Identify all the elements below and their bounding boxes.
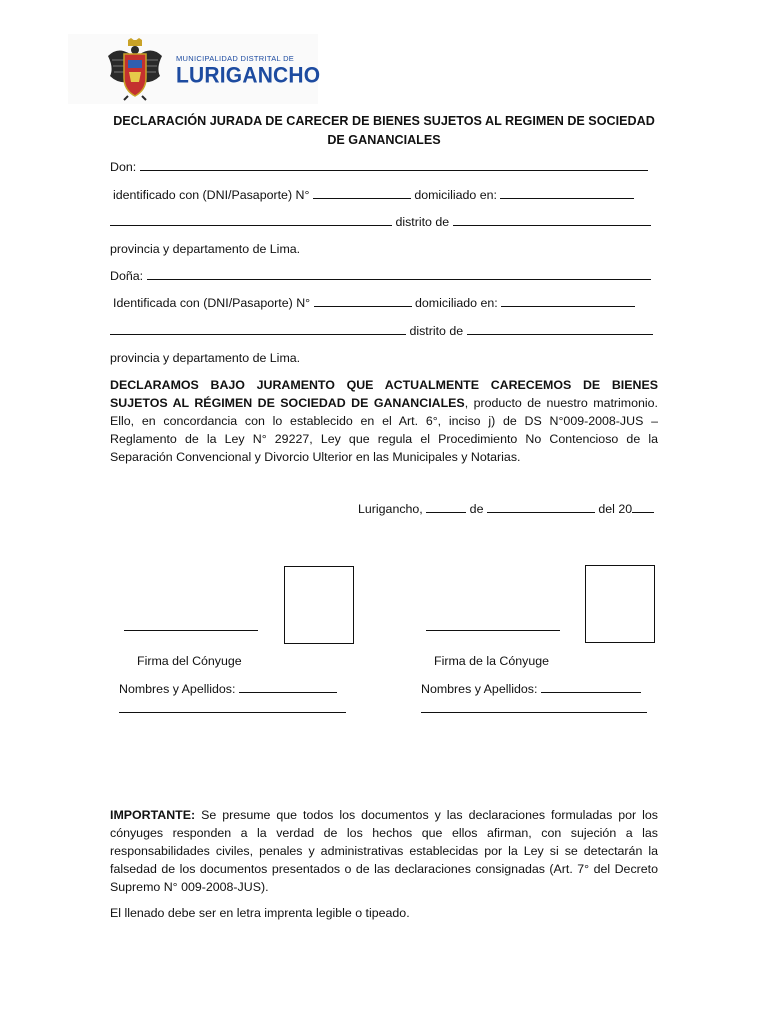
don-id-field[interactable] [313,189,411,199]
dona-district-label: distrito de [409,324,464,338]
names-extra-line-spouse1[interactable] [119,712,346,713]
don-name-field[interactable] [140,161,648,171]
dona-address-field[interactable] [110,325,406,335]
signature-line-spouse1[interactable] [124,630,258,631]
date-de-1: de [469,502,484,516]
date-place: Lurigancho, [358,502,423,516]
names-label-spouse2: Nombres y Apellidos: [421,682,538,696]
don-district-field[interactable] [453,216,651,226]
dona-district-field[interactable] [467,325,653,335]
final-note: El llenado debe ser en letra imprenta legible o tipeado. [110,906,410,920]
don-address-field[interactable] [110,216,392,226]
municipality-logo [68,34,321,104]
don-district-line [110,215,651,229]
don-domicile-field[interactable] [500,189,634,199]
names-line-spouse2 [421,682,641,696]
dona-id-field[interactable] [314,297,412,307]
fingerprint-box-spouse1[interactable] [284,566,354,644]
declaration-paragraph [110,376,658,466]
don-id-label: identificado con (DNI/Pasaporte) N° [113,188,310,202]
dona-id-line [113,296,635,310]
don-line [110,160,648,174]
don-district-label: distrito de [395,215,450,229]
names-field-spouse2[interactable] [541,683,641,693]
date-line [358,502,654,516]
logo-title: LURIGANCHO [176,63,321,88]
dona-label: Doña: [110,269,144,283]
names-extra-line-spouse2[interactable] [421,712,647,713]
don-domicile-label: domiciliado en: [414,188,497,202]
names-line-spouse1 [119,682,337,696]
important-notice [110,806,658,896]
don-label: Don: [110,160,137,174]
dona-domicile-field[interactable] [501,297,635,307]
dona-line [110,269,651,283]
don-id-line [113,188,634,202]
date-day-field[interactable] [426,503,466,513]
date-year-field[interactable] [632,503,654,513]
logo-subtitle: MUNICIPALIDAD DISTRITAL DE [176,54,295,63]
dona-province-text: provincia y departamento de Lima. [110,351,301,365]
signature-label-spouse2: Firma de la Cónyuge [434,654,550,668]
declaration-rest: , producto de nuestro matrimonio. Ello, en concordancia con lo establecido en el Art. 6°, inciso j) de DS N°009-2008-JUS – Reglamento de la Ley N° 29227, Ley que regula el Procedimiento No Contencioso de la Separación Convencional y Divorcio Ulterior en las Municipales y Notarias. [110,396,658,464]
dona-district-line [110,324,653,338]
declaration-bold: DECLARAMOS BAJO JURAMENTO QUE ACTUALMENTE CARECEMOS DE BIENES SUJETOS AL RÉGIMEN DE SOCIEDAD DE GANANCIALES [110,378,658,410]
names-label-spouse1: Nombres y Apellidos: [119,682,236,696]
date-de-2: del 20 [598,502,633,516]
names-field-spouse1[interactable] [239,683,337,693]
dona-name-field[interactable] [147,270,651,280]
coat-of-arms-icon [104,38,166,102]
important-bold: IMPORTANTE: [110,808,196,822]
important-rest: Se presume que todos los documentos y las declaraciones formuladas por los cónyuges responden a la verdad de los hechos que ellos afirman, con sujeción a las responsabilidades civiles, penales y administrativas establecidas por la Ley si se detectarán la falsedad de los documentos presentados o de las declaraciones consignadas (Art. 7° del Decreto Supremo N° 009-2008-JUS). [110,808,658,894]
signature-label-spouse1: Firma del Cónyuge [137,654,242,668]
don-province-text: provincia y departamento de Lima. [110,242,301,256]
signature-line-spouse2[interactable] [426,630,560,631]
fingerprint-box-spouse2[interactable] [585,565,655,643]
date-month-field[interactable] [487,503,595,513]
dona-domicile-label: domiciliado en: [415,296,498,310]
document-title: DECLARACIÓN JURADA DE CARECER DE BIENES SUJETOS AL REGIMEN DE SOCIEDAD DE GANANCIALES [113,114,655,147]
dona-id-label: Identificada con (DNI/Pasaporte) N° [113,296,311,310]
